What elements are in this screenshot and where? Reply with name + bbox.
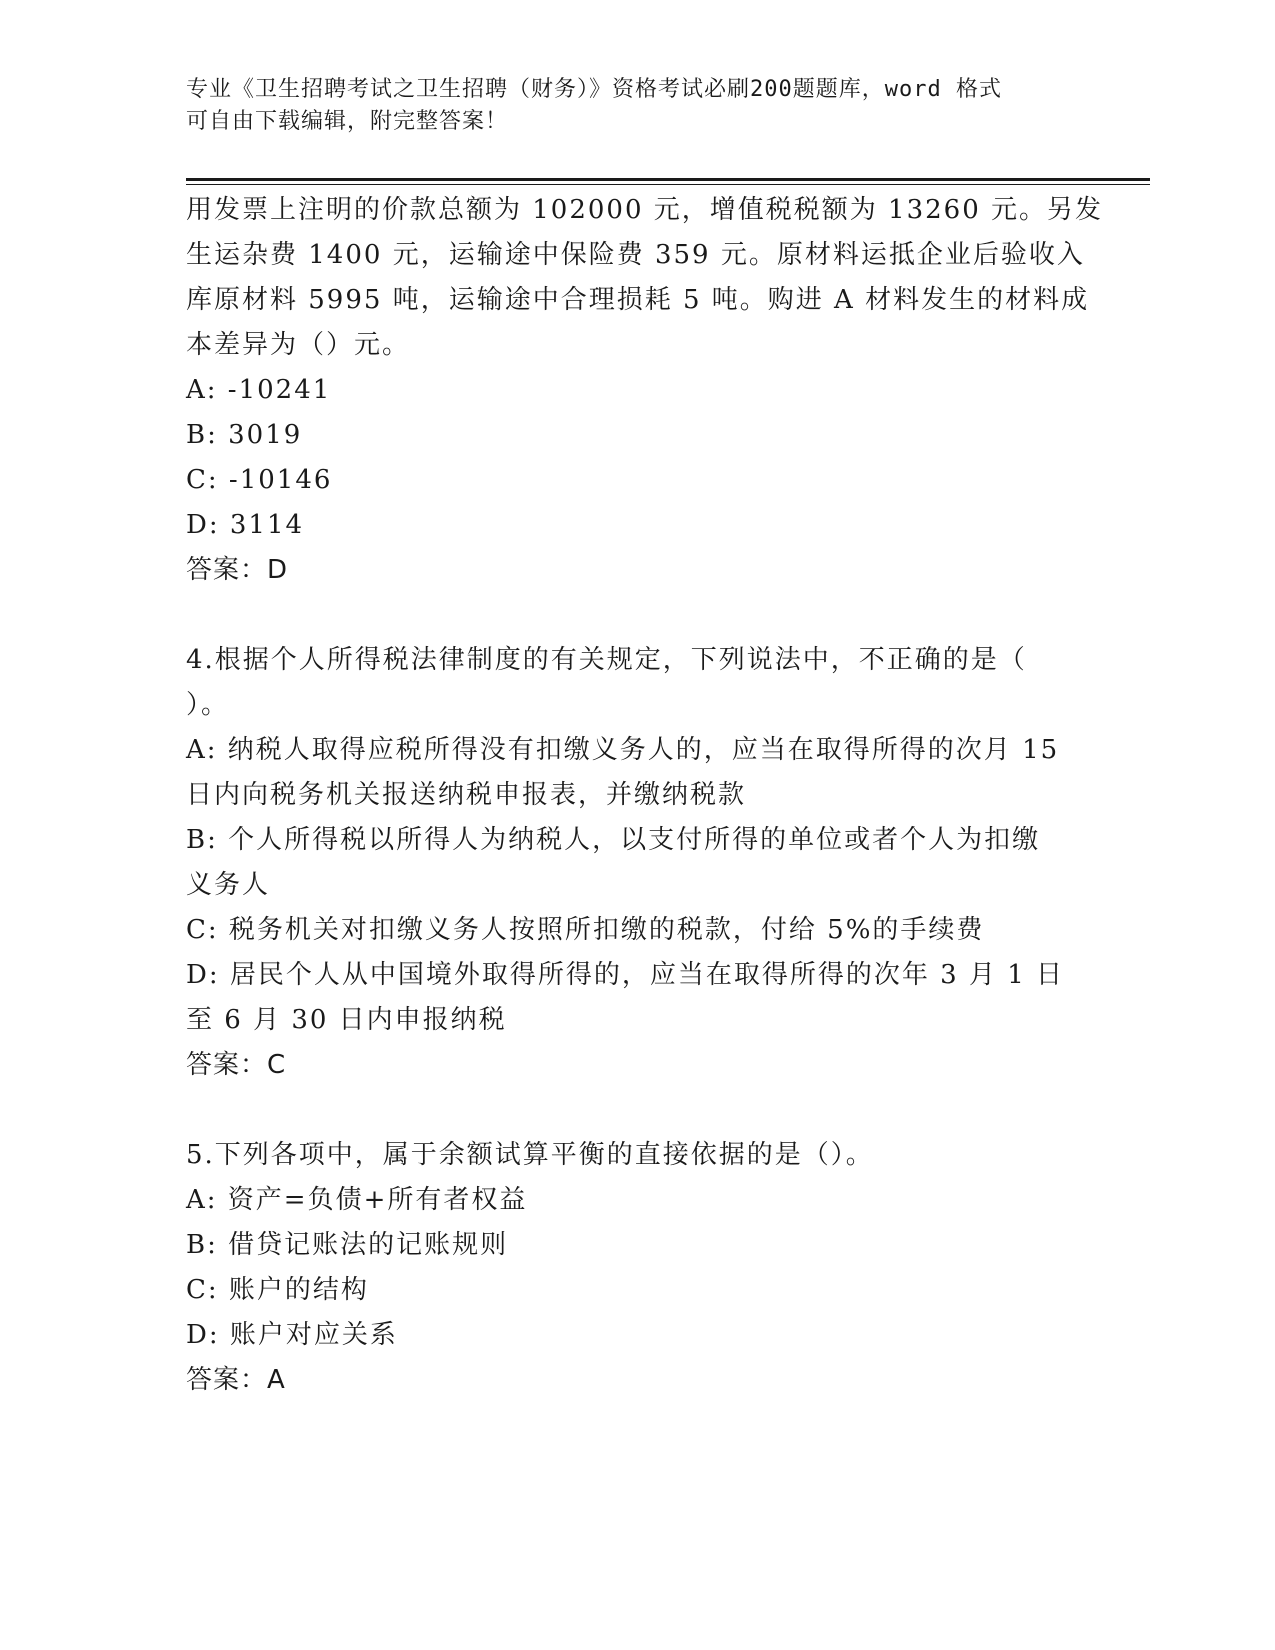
question-5-option-a: A: 资产=负债+所有者权益: [186, 1185, 528, 1215]
document-body: [186, 188, 1104, 1403]
question-4-answer: 答案：C: [186, 1050, 287, 1080]
question-3-stem-line: 本差异为（）元。: [186, 330, 411, 360]
question-4-stem-line: 4.根据个人所得税法律制度的有关规定，下列说法中，不正确的是（: [186, 645, 1027, 675]
question-5-option-c: C: 账户的结构: [186, 1275, 369, 1305]
question-4-option-d-line: 至 6 月 30 日内申报纳税: [186, 1005, 507, 1035]
question-3-option-c: C: -10146: [186, 465, 333, 495]
question-3-option-b: B: 3019: [186, 420, 303, 450]
header-rule-thin: [186, 184, 1150, 185]
question-3-option-d: D: 3114: [186, 510, 305, 540]
question-5: [186, 1133, 1076, 1403]
question-3-option-a: A: -10241: [186, 375, 332, 405]
document-header: [186, 74, 1066, 138]
question-4-stem-line: ）。: [186, 690, 230, 720]
header-rule-thick: [186, 178, 1150, 181]
question-4-option-c: C: 税务机关对扣缴义务人按照所扣缴的税款，付给 5%的手续费: [186, 915, 985, 945]
question-4: [186, 638, 1076, 1088]
question-3-answer: 答案：D: [186, 555, 289, 585]
question-5-option-b: B: 借贷记账法的记账规则: [186, 1230, 509, 1260]
question-spacer: [186, 1088, 1076, 1133]
question-4-option-d-line: D: 居民个人从中国境外取得所得的，应当在取得所得的次年 3 月 1 日: [186, 960, 1065, 990]
header-line-2: 可自由下载编辑，附完整答案！: [186, 109, 509, 134]
question-3-stem-line: 用发票上注明的价款总额为 102000 元，增值税税额为 13260 元。另发: [186, 195, 1104, 225]
question-4-option-b-line: B: 个人所得税以所得人为纳税人，以支付所得的单位或者个人为扣缴: [186, 825, 1041, 855]
question-4-option-b-line: 义务人: [186, 870, 271, 900]
question-5-answer: 答案：A: [186, 1365, 286, 1395]
question-4-option-a-line: 日内向税务机关报送纳税申报表，并缴纳税款: [186, 780, 747, 810]
question-3-stem-line: 生运杂费 1400 元，运输途中保险费 359 元。原材料运抵企业后验收入: [186, 240, 1085, 270]
question-4-option-a-line: A: 纳税人取得应税所得没有扣缴义务人的，应当在取得所得的次月 15: [186, 735, 1060, 765]
header-line-1: 专业《卫生招聘考试之卫生招聘（财务）》资格考试必刷200题题库，word 格式: [186, 77, 1002, 102]
question-3-stem-line: 库原材料 5995 吨，运输途中合理损耗 5 吨。购进 A 材料发生的材料成: [186, 285, 1090, 315]
question-3: [186, 188, 1104, 593]
question-5-option-d: D: 账户对应关系: [186, 1320, 398, 1350]
question-spacer: [186, 593, 1076, 638]
question-5-stem-line: 5.下列各项中，属于余额试算平衡的直接依据的是（）。: [186, 1140, 874, 1170]
